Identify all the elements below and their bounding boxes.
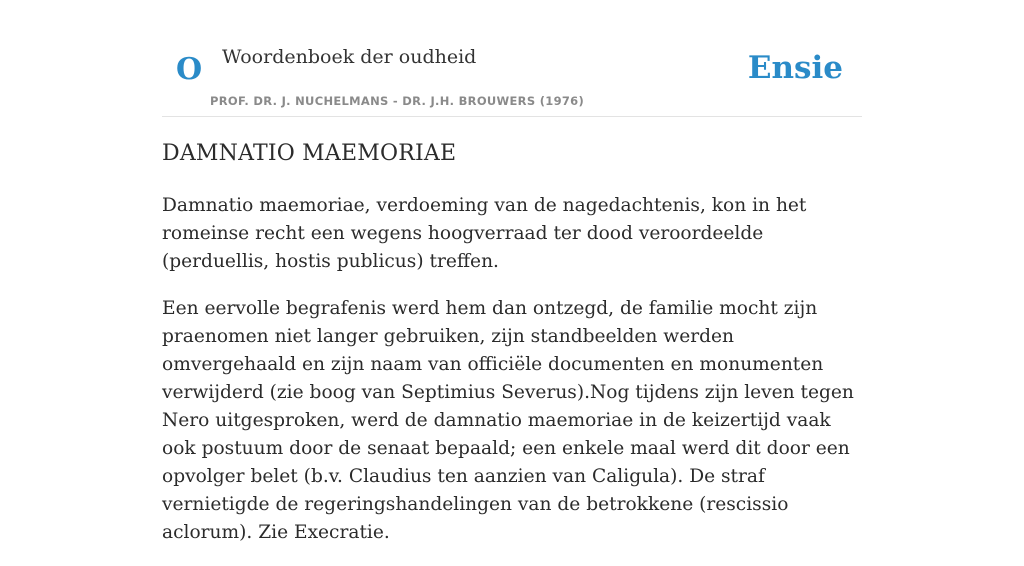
entry-paragraph-1: Damnatio maemoriae, verdoeming van de nagedachtenis, kon in het romeinse recht een wegens hoogverraad ter dood veroordeelde (perduellis, hostis publicus) treffen. xyxy=(162,195,807,272)
ensie-logo[interactable]: Ensie xyxy=(747,50,843,86)
entry-body xyxy=(162,192,862,566)
book-title[interactable]: Woordenboek der oudheid xyxy=(222,46,477,68)
page-header xyxy=(162,0,862,117)
entry-paragraph-2: Een eervolle begrafenis werd hem dan ontzegd, de familie mocht zijn praenomen niet langer gebruiken, zijn standbeelden werden omvergehaald en zijn naam van officiële documenten en monumenten verwijderd (zie boog van Septimius Severus).Nog tijdens zijn leven tegen Nero uitgesproken, werd de damnatio maemoriae in de keizertijd vaak ook postuum door de senaat bepaald; een enkele maal werd dit door een opvolger belet (b.v. Claudius ten aanzien van Caligula). De straf vernietigde de regeringshandelingen van de betrokkene (rescissio aclorum). Zie Execratie. xyxy=(162,298,854,543)
index-letter[interactable]: O xyxy=(176,52,203,87)
book-authors: PROF. DR. J. NUCHELMANS - DR. J.H. BROUWERS (1976) xyxy=(210,94,585,108)
entry-title: DAMNATIO MAEMORIAE xyxy=(162,141,457,166)
